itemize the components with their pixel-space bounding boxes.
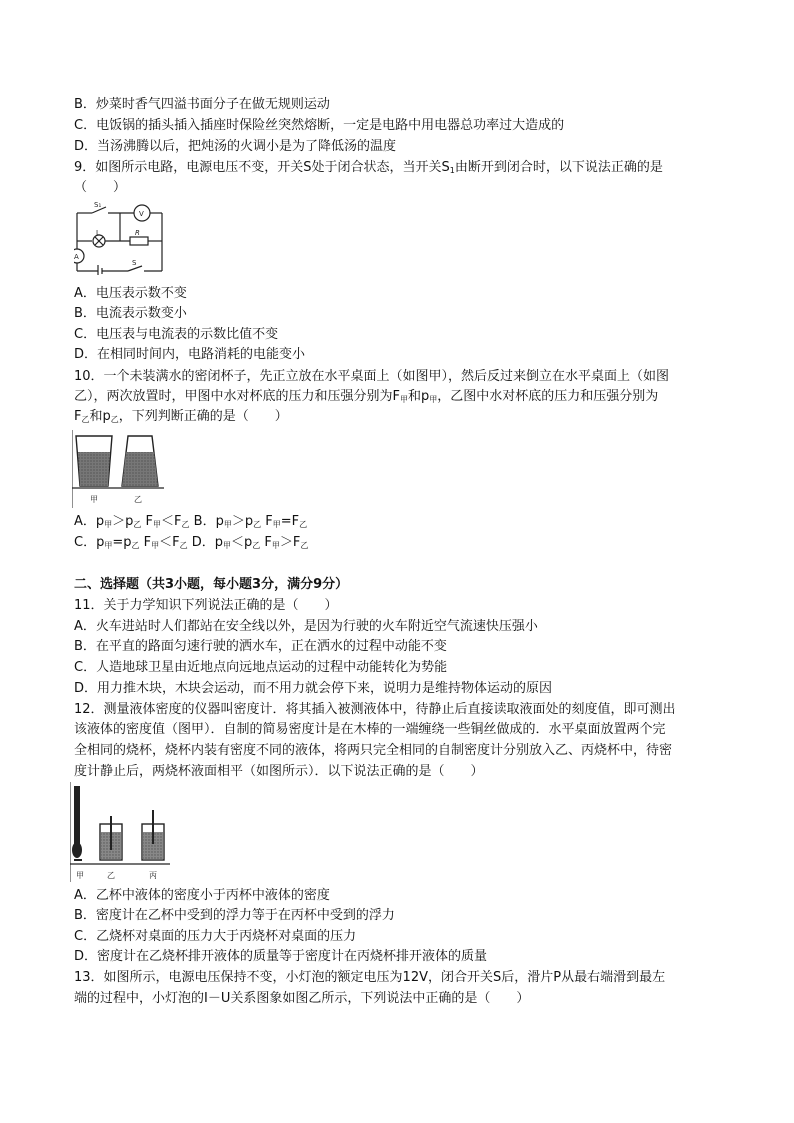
q9-stem-line2: （ ） bbox=[74, 180, 127, 195]
label-yi: 乙 bbox=[134, 495, 142, 504]
label-a: A bbox=[74, 253, 79, 261]
q9-circuit-diagram bbox=[74, 199, 166, 275]
q11-option-a: A．火车进站时人们都站在安全线以外，是因为行驶的火车附近空气流速快压强小 bbox=[74, 619, 538, 634]
label-v: V bbox=[139, 210, 144, 218]
q9-option-d: D．在相同时间内，电路消耗的电能变小 bbox=[74, 347, 306, 362]
q11-option-c: C．人造地球卫星由近地点向远地点运动的过程中动能转化为势能 bbox=[74, 660, 448, 675]
q10-options-ab: A．$p_甲>p_乙$ $F_甲<F_乙$ B．$p_甲>p_乙$ $F_甲=F_乙$ bbox=[74, 514, 308, 529]
q10-stem-line3: $F_乙$和$p_乙$，下列判断正确的是（ ） bbox=[74, 409, 288, 424]
q12-option-b: B．密度计在乙杯中受到的浮力等于在丙杯中受到的浮力 bbox=[74, 908, 395, 923]
q12-option-a: A．乙杯中液体的密度小于丙杯中液体的密度 bbox=[74, 888, 330, 903]
label-r: R bbox=[135, 229, 140, 237]
q9-option-c: C．电压表与电流表的示数比值不变 bbox=[74, 327, 279, 342]
q8-option-d: D．当汤沸腾以后，把炖汤的火调小是为了降低汤的温度 bbox=[74, 139, 397, 154]
label-l: L bbox=[96, 229, 100, 237]
q11-option-b: B．在平直的路面匀速行驶的洒水车，正在洒水的过程中动能不变 bbox=[74, 639, 447, 654]
q10-cups-figure bbox=[72, 430, 164, 508]
label-yi: 乙 bbox=[107, 871, 115, 880]
q9-option-a: A．电压表示数不变 bbox=[74, 286, 187, 301]
q13-stem-line2: 端的过程中，小灯泡的I－U关系图象如图乙所示，下列说法中正确的是（ ） bbox=[74, 991, 530, 1006]
label-jia: 甲 bbox=[90, 495, 98, 504]
q12-stem-line3: 全相同的烧杯，烧杯内装有密度不同的液体，将两只完全相同的自制密度计分别放入乙、丙烧杯中，待密 bbox=[74, 743, 673, 758]
q12-stem-line2: 该液体的密度值（图甲）．自制的简易密度计是在木棒的一端缠绕一些铜丝做成的．水平桌面放置两个完 bbox=[74, 722, 666, 737]
section2-title: 二、选择题（共3小题，每小题3分，满分9分） bbox=[74, 577, 349, 592]
q8-option-c: C．电饭锅的插头插入插座时保险丝突然熔断，一定是电路中用电器总功率过大造成的 bbox=[74, 118, 565, 133]
hydrometer-jia bbox=[74, 786, 80, 844]
q9-stem-line1: 9．如图所示电路，电源电压不变，开关S处于闭合状态，当开关$S_1$由断开到闭合时，以下说法正确的是 bbox=[74, 160, 663, 175]
q12-hydrometer-figure bbox=[70, 782, 170, 882]
q12-option-d: D．密度计在乙烧杯排开液体的质量等于密度计在丙烧杯排开液体的质量 bbox=[74, 949, 488, 964]
label-s1: S₁ bbox=[94, 201, 102, 209]
q12-stem-line1: 12．测量液体密度的仪器叫密度计．将其插入被测液体中，待静止后直接读取液面处的刻度值，即可测出 bbox=[74, 702, 676, 717]
label-jia: 甲 bbox=[76, 871, 84, 880]
q12-stem-line4: 度计静止后，两烧杯液面相平（如图所示）．以下说法正确的是（ ） bbox=[74, 764, 484, 779]
label-s: S bbox=[132, 259, 137, 267]
q12-option-c: C．乙烧杯对桌面的压力大于丙烧杯对桌面的压力 bbox=[74, 929, 357, 944]
q10-options-cd: C．$p_甲=p_乙$ $F_甲<F_乙$ D．$p_甲<p_乙$ $F_甲>F_乙$ bbox=[74, 535, 309, 550]
q8-option-b: B．炒菜时香气四溢书面分子在做无规则运动 bbox=[74, 97, 330, 112]
q11-option-d: D．用力推木块，木块会运动，而不用力就会停下来，说明力是维持物体运动的原因 bbox=[74, 681, 553, 696]
q10-stem-line2: 乙），两次放置时，甲图中水对杯底的压力和压强分别为$F_甲$和$p_甲$，乙图中水对杯底的压力和压强分别为 bbox=[74, 389, 659, 404]
label-bing: 丙 bbox=[149, 871, 157, 880]
q11-stem: 11．关于力学知识下列说法正确的是（ ） bbox=[74, 598, 338, 613]
q13-stem-line1: 13．如图所示，电源电压保持不变，小灯泡的额定电压为12V，闭合开关S后，滑片P从最右端滑到最左 bbox=[74, 970, 666, 985]
q10-stem-line1: 10．一个未装满水的密闭杯子，先正立放在水平桌面上（如图甲），然后反过来倒立在水平桌面上（如图 bbox=[74, 369, 670, 384]
q9-option-b: B．电流表示数变小 bbox=[74, 306, 187, 321]
